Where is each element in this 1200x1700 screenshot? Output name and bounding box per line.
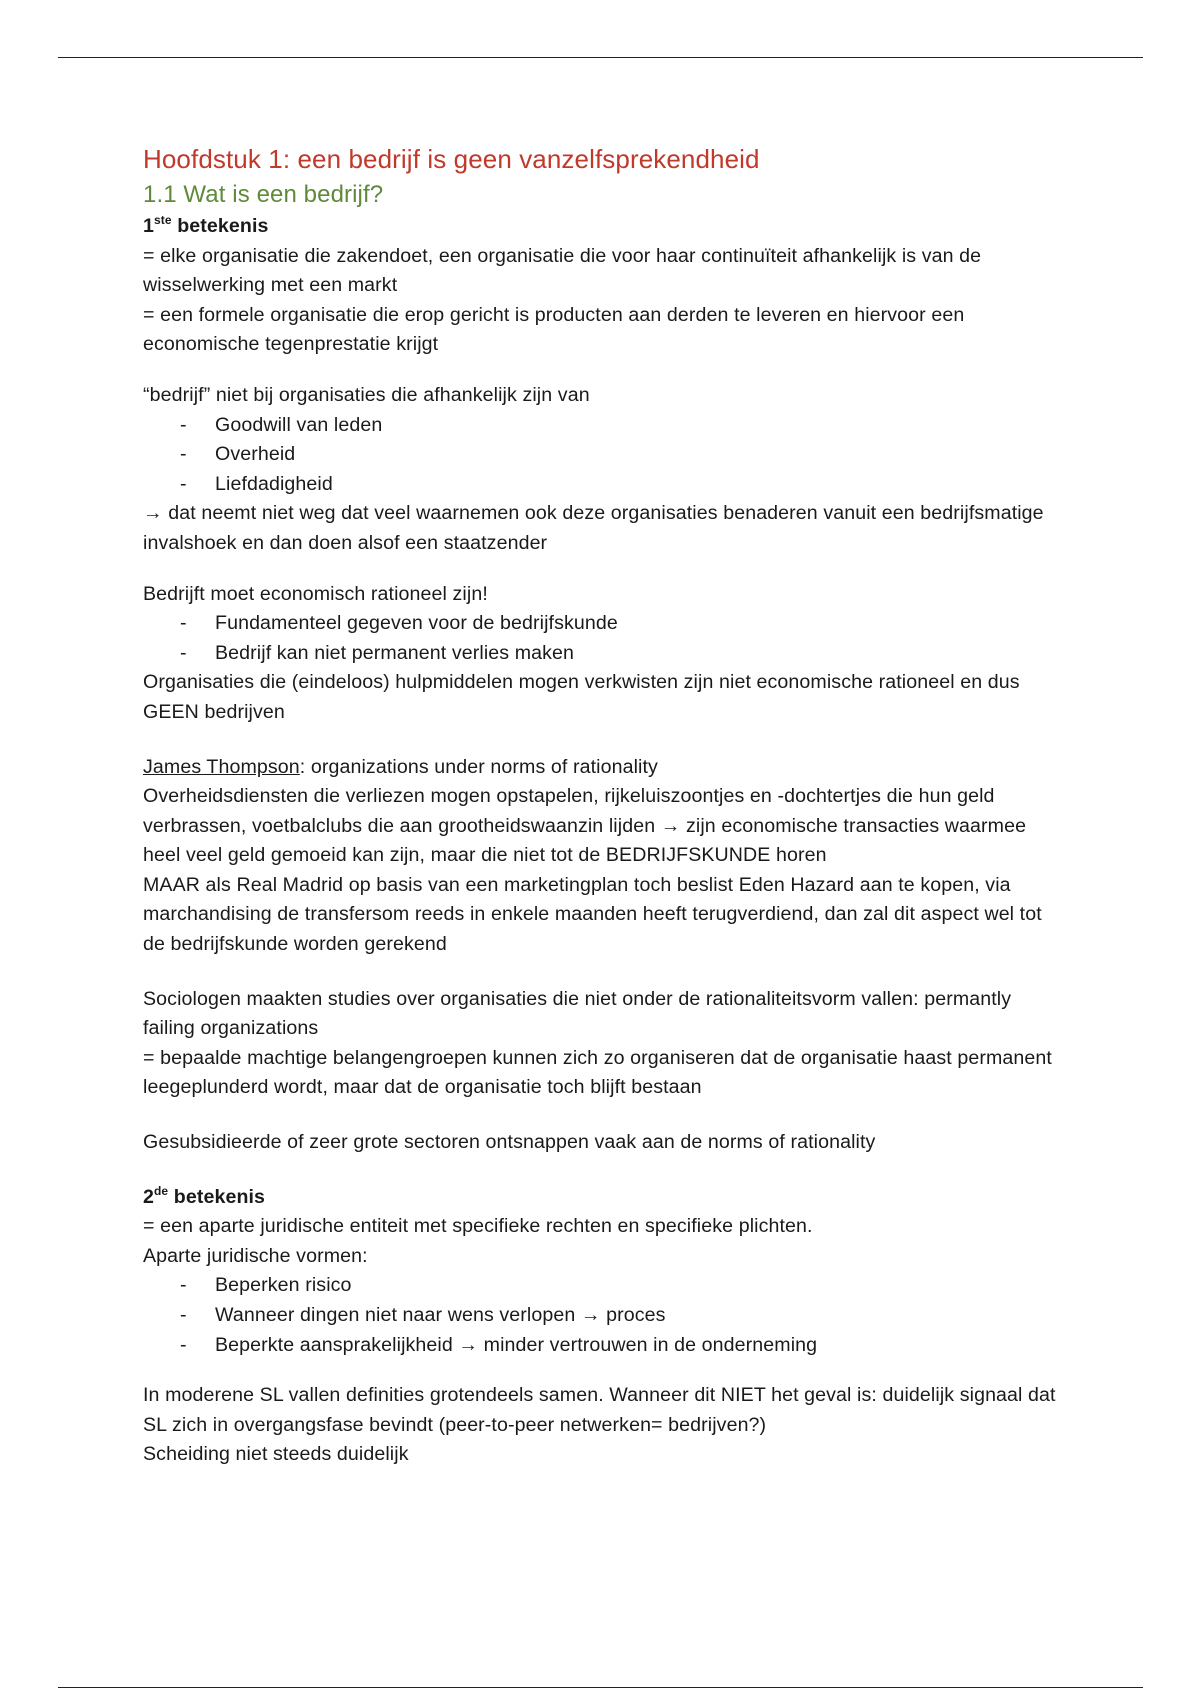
list-item: - Liefdadigheid (143, 470, 1063, 500)
list-item: - Fundamenteel gegeven voor de bedrijfskunde (143, 609, 1063, 639)
list-item: - Wanneer dingen niet naar wens verlopen → proces (143, 1301, 1063, 1331)
meaning-2-heading: 2de betekenis (143, 1183, 266, 1208)
section-heading: 1.1 Wat is een bedrijf? (143, 181, 384, 208)
meaning-1-heading: 1ste betekenis (143, 213, 269, 237)
meaning-1-definition-2: = een formele organisatie die erop gericht is producten aan derden te leveren en hiervoor een economische tegenprestatie krijgt (143, 303, 965, 356)
chapter-heading: Hoofdstuk 1: een bedrijf is geen vanzelfsprekendheid (143, 144, 760, 174)
rational-intro: Bedrijft moet economisch rationeel zijn! (143, 582, 488, 605)
meaning-2-definition: = een aparte juridische entiteit met specifieke rechten en specifieke plichten. (143, 1215, 813, 1238)
list-item: - Bedrijf kan niet permanent verlies maken (143, 639, 1063, 669)
thompson-line: James Thompson: organizations under norms of rationality (143, 755, 658, 778)
thompson-paragraph-2: MAAR als Real Madrid op basis van een marketingplan toch beslist Eden Hazard aan te kopen, via marchandising de transfersom reeds in enkele maanden heeft terugverdiend, dan zal dit aspect wel tot de bedrijfskunde worden gerekend (143, 873, 1042, 956)
not-company-intro: “bedrijf” niet bij organisaties die afhankelijk zijn van (143, 383, 590, 406)
thompson-name: James Thompson (143, 755, 300, 778)
closing-paragraph-2: Scheiding niet steeds duidelijk (143, 1443, 409, 1466)
sociologists-paragraph-2: = bepaalde machtige belangengroepen kunnen zich zo organiseren dat de organisatie haast permanent leegeplunderd wordt, maar dat de organisatie toch blijft bestaan (143, 1046, 1052, 1099)
legal-forms-list (143, 1271, 1063, 1360)
list-item: - Beperken risico (143, 1271, 1063, 1301)
rational-list (143, 609, 1063, 668)
bottom-rule (58, 1687, 1143, 1688)
list-item: - Goodwill van leden (143, 411, 1063, 441)
rational-note: Organisaties die (eindeloos) hulpmiddelen mogen verkwisten zijn niet economische rationeel en dus GEEN bedrijven (143, 671, 1020, 723)
not-company-note: → dat neemt niet weg dat veel waarnemen ook deze organisaties benaderen vanuit een bedrijfsmatige invalshoek en dan doen alsof een staatzender (143, 502, 1044, 554)
not-company-list (143, 411, 1063, 500)
subsidized-paragraph: Gesubsidieerde of zeer grote sectoren ontsnappen vaak aan de norms of rationality (143, 1131, 876, 1154)
list-item: - Beperkte aansprakelijkheid → minder vertrouwen in de onderneming (143, 1331, 1063, 1361)
top-rule (58, 57, 1143, 58)
sociologists-paragraph-1: Sociologen maakten studies over organisaties die niet onder de rationaliteitsvorm vallen: permantly failing organizations (143, 987, 1012, 1040)
meaning-1-definition-1: = elke organisatie die zakendoet, een organisatie die voor haar continuïteit afhankelijk is van de wisselwerking met een markt (143, 244, 982, 297)
legal-forms-intro: Aparte juridische vormen: (143, 1244, 368, 1267)
closing-paragraph-1: In moderene SL vallen definities grotendeels samen. Wanneer dit NIET het geval is: duidelijk signaal dat SL zich in overgangsfase bevindt (peer-to-peer netwerken= bedrijven?) (143, 1384, 1056, 1436)
thompson-paragraph-1: Overheidsdiensten die verliezen mogen opstapelen, rijkeluiszoontjes en -dochtertjes die hun geld verbrassen, voetbalclubs die aan grootheidswaanzin lijden → zijn economische transacties waarmee heel veel geld gemoeid kan zijn, maar die niet tot de BEDRIJFSKUNDE horen (143, 785, 1027, 867)
list-item: - Overheid (143, 440, 1063, 470)
document-body (143, 140, 1063, 1470)
